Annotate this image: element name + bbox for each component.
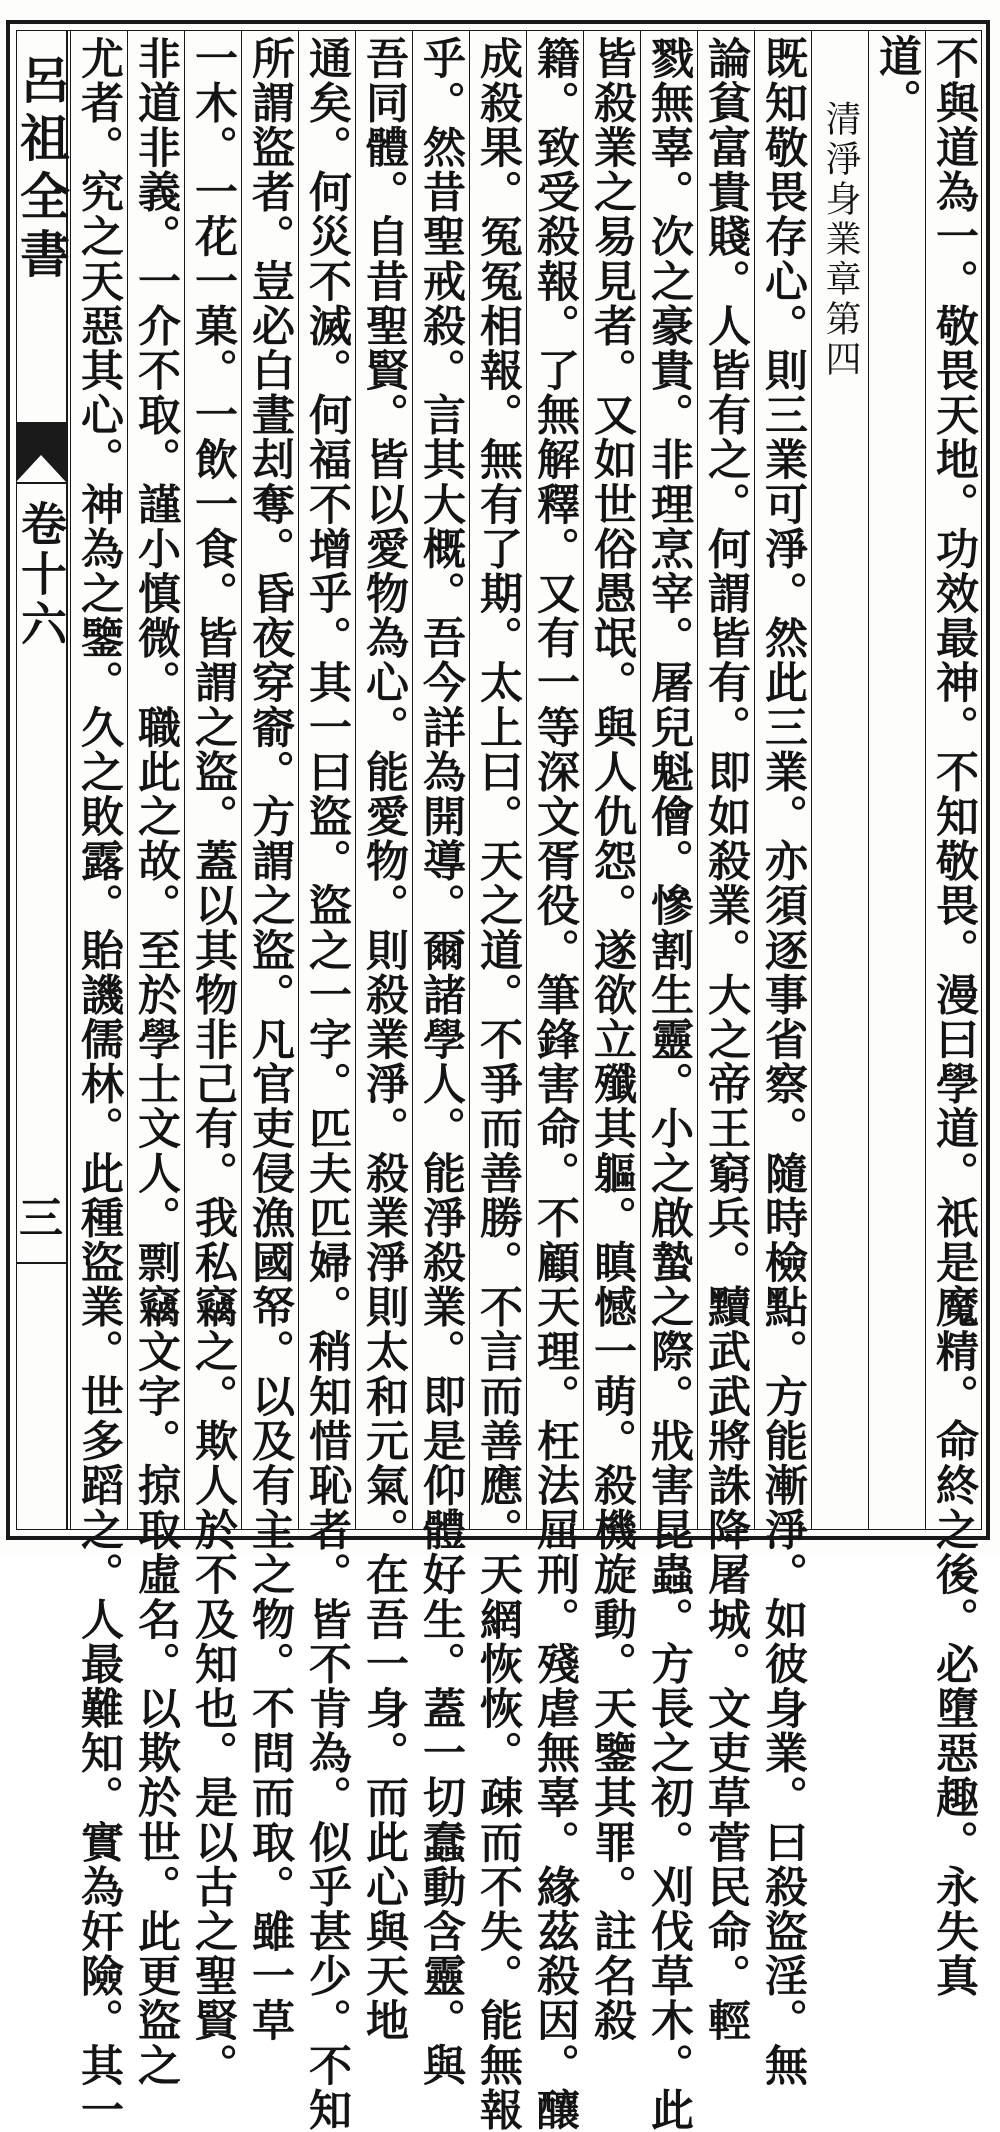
text-column-12 (298, 30, 355, 2132)
column-text: 通矣。何災不滅。何福不增乎。其一曰盜。盜之一字。匹夫匹婦。稍知惜恥者。皆不肯為。似乎甚少。不知 (302, 36, 352, 2132)
column-text: 吾同體。自昔聖賢。皆以愛物為心。能愛物。則殺業淨。殺業淨則太和元氣。在吾一身。而此心與天地 (359, 36, 409, 2043)
text-column-7 (583, 30, 640, 2043)
text-column-5 (697, 30, 754, 2043)
column-text: 乎。然昔聖戒殺。言其大概。吾今詳為開導。爾諸學人。能淨殺業。即是仰體好生。蓋一切蠢動含靈。與 (416, 36, 466, 2088)
text-column-14 (184, 30, 241, 2088)
volume-label: 卷十六 (14, 500, 68, 650)
column-text: 道。 (872, 34, 922, 124)
chapter-heading: 清淨身業章第四 (820, 100, 861, 380)
column-text: 既知敬畏存心。則三業可淨。然此三業。亦須逐事省察。隨時檢點。方能漸淨。如彼身業。曰殺盜淫。無 (758, 36, 808, 2088)
column-text: 所謂盜者。豈必白晝刦奪。昏夜穿窬。方謂之盜。凡官吏侵漁國帑。以及有主之物。不問而取。雖一草 (245, 36, 295, 2043)
fishtail-divider (16, 482, 66, 484)
text-column-1 (925, 30, 982, 1999)
text-column-11 (355, 30, 412, 2043)
column-text: 一木。一花一菓。一飲一食。皆謂之盜。蓋以其物非己有。我私竊之。欺人於不及知也。是以古之聖賢。 (188, 36, 238, 2088)
text-column-13 (241, 30, 298, 2043)
book-title: 呂祖全書 (12, 54, 71, 286)
text-column-4 (754, 30, 811, 2088)
text-columns (68, 30, 982, 2132)
chapter-heading-column (811, 30, 868, 1530)
column-text: 不與道為一。敬畏天地。功效最神。不知敬畏。漫曰學道。祇是魔精。命終之後。必墮惡趣。永失真 (929, 36, 979, 1999)
column-text: 尤者。究之天惡其心。神為之鑒。久之敗露。貽譏儒林。此種盜業。世多蹈之。人最難知。實為奸險。其一 (74, 36, 124, 2132)
page-margin-strip (12, 30, 71, 1530)
column-text: 戮無辜。次之豪貴。非理烹宰。屠兒魁儈。慘割生靈。小之啟蟄之際。戕害昆蟲。方長之初。刈伐草木。此 (644, 36, 694, 2132)
column-text: 非道非義。一介不取。謹小慎微。職此之故。至於學士文人。剽竊文字。掠取虛名。以欺於世。此更盜之 (131, 36, 181, 2088)
text-column-10 (412, 30, 469, 2088)
text-column-16 (70, 30, 127, 2132)
text-column-6 (640, 30, 697, 2132)
fishtail-mark (16, 422, 66, 482)
text-column-2 (868, 30, 925, 1530)
column-text: 論貧富貴賤。人皆有之。何謂皆有。即如殺業。大之帝王窮兵。黷武武將誅降屠城。文吏草菅民命。輕 (701, 36, 751, 2043)
text-column-8 (526, 30, 583, 2132)
margin-divider (16, 1262, 66, 1264)
column-text: 皆殺業之易見者。又如世俗愚氓。與人仇怨。遂欲立殲其軀。瞋憾一萌。殺機旋動。天鑒其罪。註名殺 (587, 36, 637, 2043)
text-column-9 (469, 30, 526, 2132)
text-column-15 (127, 30, 184, 2088)
column-text: 成殺果。冤冤相報。無有了期。太上曰。天之道。不爭而善勝。不言而善應。天網恢恢。疎而不失。能無報 (473, 36, 523, 2132)
column-text: 籍。致受殺報。了無解釋。又有一等深文胥役。筆鋒害命。不顧天理。枉法屈刑。殘虐無辜。緣茲殺因。釀 (530, 36, 580, 2132)
page-number: 三 (19, 1193, 63, 1244)
